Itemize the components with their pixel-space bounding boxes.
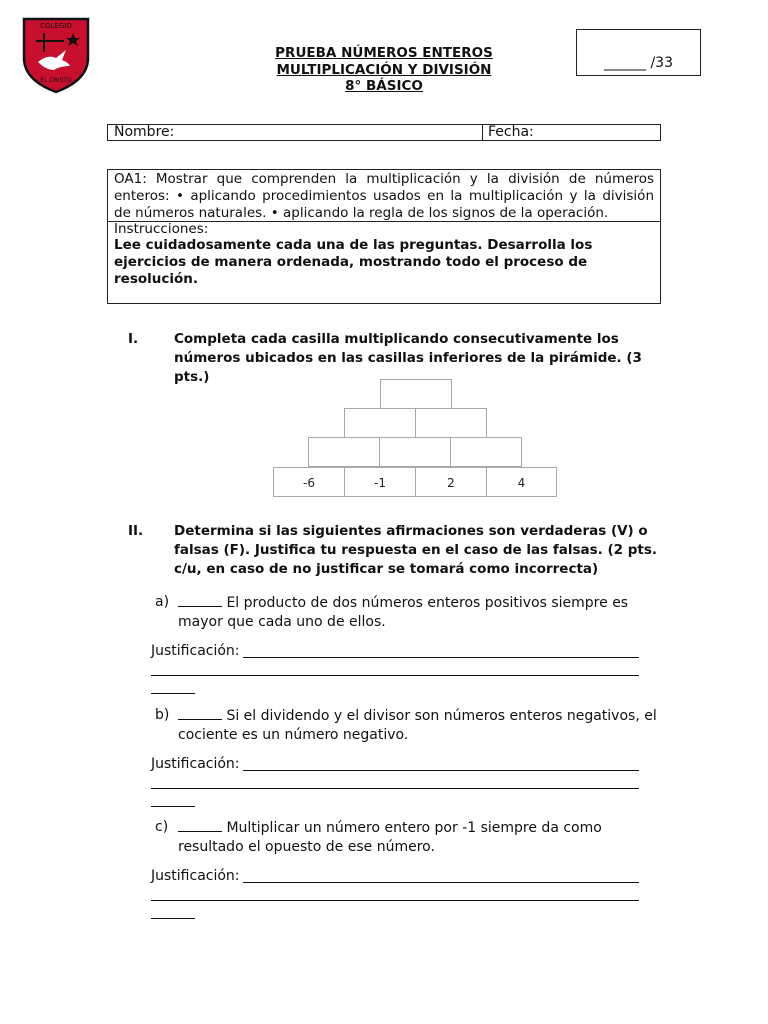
justification-label: Justificación: xyxy=(151,643,240,659)
pyramid-base-cell-2: -1 xyxy=(344,467,416,497)
title-line-1: PRUEBA NÚMEROS ENTEROS xyxy=(275,45,493,61)
objective-text: OA1: Mostrar que comprenden la multiplicación y la división de números enteros: • aplicando procedimientos usados en la multiplicación y la división de números naturales. • aplicando la regla de los signos de la operación. xyxy=(114,171,654,221)
name-date-divider xyxy=(482,125,483,140)
score-box xyxy=(576,29,701,76)
instructions-body: Lee cuidadosamente cada una de las preguntas. Desarrolla los ejercicios de manera ordenada, mostrando todo el proceso de resolución. xyxy=(114,237,593,287)
score-text xyxy=(577,55,700,71)
pyramid-base-cell-1: -6 xyxy=(273,467,345,497)
pyramid-cell-r2-3[interactable] xyxy=(450,437,522,467)
title-line-3 xyxy=(200,78,568,95)
justification-label: Justificación: xyxy=(151,868,240,884)
justification-line[interactable] xyxy=(151,788,639,789)
justification-line[interactable] xyxy=(243,657,639,658)
item-letter: c) xyxy=(155,819,169,835)
logo-text-bottom: EL CRISTO xyxy=(40,77,72,84)
pyramid-base-cell-3: 2 xyxy=(415,467,487,497)
section-2-text: Determina si las siguientes afirmaciones son verdaderas (V) o falsas (F). Justifica tu respuesta en el caso de las falsas. (2 pts. c/u, en caso de no justificar se tomará como incorrecta) xyxy=(174,523,658,577)
justification-line[interactable] xyxy=(151,918,195,919)
item-letter: b) xyxy=(155,707,170,723)
justification-line[interactable] xyxy=(243,770,639,771)
date-field[interactable]: Fecha: xyxy=(488,124,534,140)
statement-text: Si el dividendo y el divisor son números enteros negativos, el cociente es un número negativo. xyxy=(178,708,657,743)
section-2-number: II. xyxy=(128,523,144,539)
item-letter: a) xyxy=(155,594,170,610)
name-date-row xyxy=(107,124,661,141)
dove-cross-star-shield-icon xyxy=(16,14,98,96)
score-blank: ______ xyxy=(604,55,646,71)
title-line-2: MULTIPLICACIÓN Y DIVISIÓN xyxy=(276,61,492,78)
instructions-label: Instrucciones: xyxy=(114,221,209,237)
pyramid-cell-r2-2[interactable] xyxy=(379,437,451,467)
pyramid-cell-top[interactable] xyxy=(380,379,452,409)
answer-blank[interactable] xyxy=(178,719,222,720)
justification-line[interactable] xyxy=(243,882,639,883)
justification-line[interactable] xyxy=(151,806,195,807)
pyramid-base-cell-4: 4 xyxy=(486,467,557,497)
pyramid-cell-r2-1[interactable] xyxy=(308,437,380,467)
test-title xyxy=(200,45,568,95)
objective-box xyxy=(107,169,661,304)
logo-text-top: COLEGIO xyxy=(40,22,72,30)
justification-line[interactable] xyxy=(151,675,639,676)
answer-blank[interactable] xyxy=(178,606,222,607)
justification-line[interactable] xyxy=(151,900,639,901)
statement-text: El producto de dos números enteros positivos siempre es mayor que cada uno de ellos. xyxy=(178,595,629,630)
pyramid-cell-r3-2[interactable] xyxy=(415,408,487,438)
score-total: /33 xyxy=(650,55,673,71)
justification-label: Justificación: xyxy=(151,756,240,772)
statement-text: Multiplicar un número entero por -1 siempre da como resultado el opuesto de ese número. xyxy=(178,820,602,855)
grade-label: 8° BÁSICO xyxy=(345,78,423,94)
item-statement xyxy=(178,819,658,857)
item-statement xyxy=(178,594,658,632)
answer-blank[interactable] xyxy=(178,831,222,832)
justification-line[interactable] xyxy=(151,693,195,694)
pyramid-cell-r3-1[interactable] xyxy=(344,408,416,438)
section-1-number: I. xyxy=(128,331,139,347)
school-logo xyxy=(16,14,98,96)
name-field[interactable]: Nombre: xyxy=(114,124,175,140)
section-1-text: Completa cada casilla multiplicando consecutivamente los números ubicados en las casillas inferiores de la pirámide. (3 pts.) xyxy=(174,331,642,385)
item-statement xyxy=(178,707,658,745)
